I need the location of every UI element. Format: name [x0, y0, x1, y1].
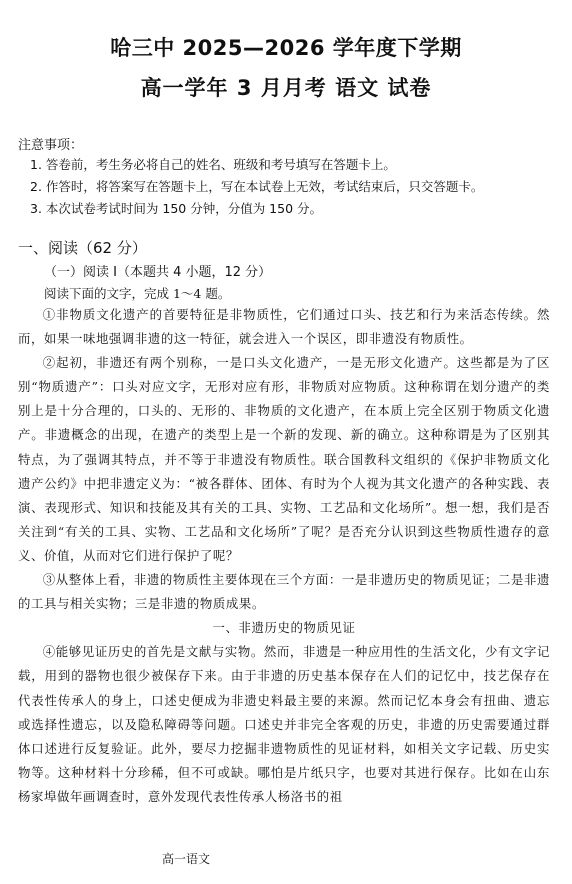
page-footer: 高一语文: [162, 852, 211, 866]
note-item-2: 2. 作答时，将答案写在答题卡上，写在本试卷上无效，考试结束后，只交答题卡。: [30, 179, 484, 194]
subsection-title: （一）阅读 I（本题共 4 小题，12 分）: [44, 265, 272, 280]
note-item-3: 3. 本次试卷考试时间为 150 分钟，分值为 150 分。: [30, 201, 323, 216]
passage-subheading: 一、非遗历史的物质见证: [212, 620, 356, 636]
passage-paragraph-2: ②起初，非遗还有两个别称，一是口头文化遗产，一是无形文化遗产。这些都是为了区别“物质遗产”：口头对应文字，无形对应有形，非物质对应物质。这种称谓在划分遗产的类别上是十分合理的，口头的、无形的、非物质的文化遗产，在本质上完全区别于物质文化遗产。非遗概念的出现，在遗产的类型上是一个新的发现、新的确立。这种称谓是为了区别其特点，为了强调其特点，并不等于非遗没有物质性。联合国教科文组织的《保护非物质文化遗产公约》中把非遗定义为：“被各群体、团体、有时为个人视为其文化遗产的各种实践、表演、表现形式、知识和技能及其有关的工具、实物、工艺品和文化场所”。想一想，我们是否关注到“有关的工具、实物、工艺品和文化场所”了呢？是否充分认识到这些物质性遗存的意义、价值，从而对它们进行保护了呢？: [18, 355, 550, 563]
section-title: 一、阅读（62 分）: [18, 239, 147, 257]
exam-title-line2: 高一学年 3 月月考 语文 试卷: [140, 76, 432, 100]
reading-passage: [18, 303, 550, 809]
notes-heading: 注意事项：: [18, 138, 84, 153]
exam-title-line1: 哈三中 2025—2026 学年度下学期: [110, 36, 462, 60]
passage-paragraph-4: ④能够见证历史的首先是文献与实物。然而，非遗是一种应用性的生活文化，少有文字记载，用到的器物也很少被保存下来。由于非遗的历史基本保存在人们的记忆中，技艺保存在代表性传承人的身上，口述史便成为非遗史料最主要的来源。然而记忆本身会有扭曲、遗忘或选择性遗忘，以及隐私障碍等问题。口述史并非完全客观的历史，非遗的历史需要通过群体口述进行反复验证。此外，要尽力挖掘非遗物质性的见证材料，如相关文字记载、历史实物等。这种材料十分珍稀，但不可或缺。哪怕是片纸只字，也要对其进行保存。比如在山东杨家埠做年画调查时，意外发现代表性传承人杨洛书的祖: [18, 644, 550, 804]
note-item-1: 1. 答卷前，考生务必将自己的姓名、班级和考号填写在答题卡上。: [30, 157, 396, 172]
reading-instruction: 阅读下面的文字，完成 1～4 题。: [44, 286, 231, 301]
passage-paragraph-3: ③从整体上看，非遗的物质性主要体现在三个方面：一是非遗历史的物质见证；二是非遗的工具与相关实物；三是非遗的物质成果。: [18, 572, 550, 612]
passage-paragraph-1: ①非物质文化遗产的首要特征是非物质性，它们通过口头、技艺和行为来活态传续。然而，如果一味地强调非遗的这一特征，就会进入一个误区，即非遗没有物质性。: [18, 307, 550, 347]
